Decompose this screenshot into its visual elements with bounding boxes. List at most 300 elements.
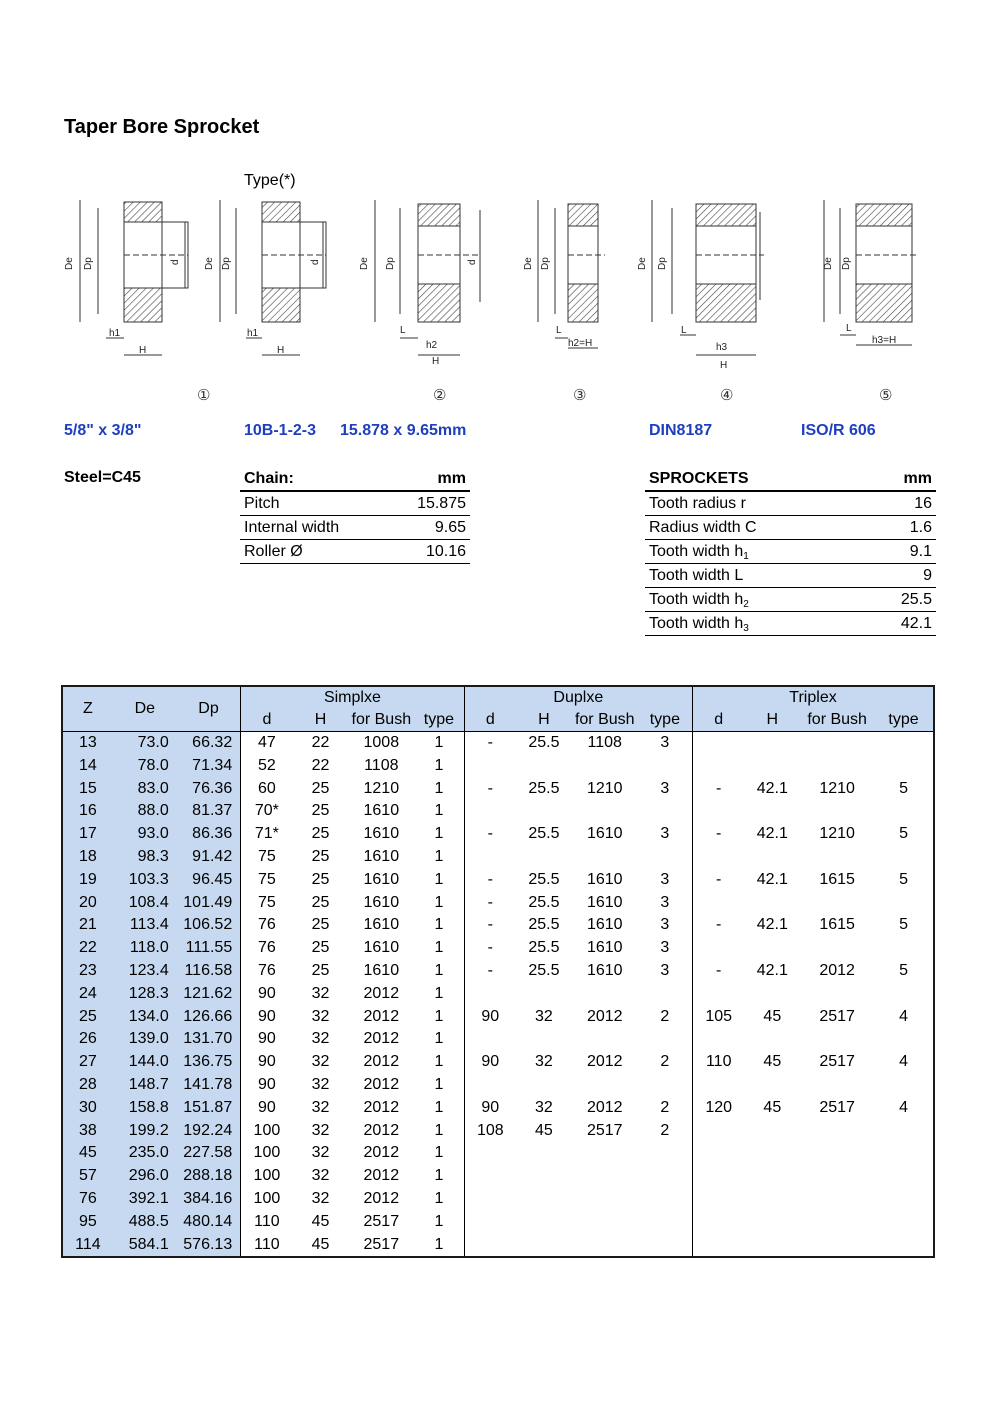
table-cell — [638, 1165, 693, 1188]
table-cell: 32 — [311, 1007, 330, 1025]
table-cell: 90 — [241, 1074, 293, 1097]
table-cell: 32 — [311, 1098, 330, 1116]
table-cell — [744, 1211, 800, 1234]
table-cell: 32 — [311, 1053, 330, 1071]
table-cell: 5 — [899, 779, 908, 797]
dim-h-3: H — [432, 356, 440, 367]
table-cell: 96.45 — [177, 869, 241, 892]
table-cell — [638, 1142, 693, 1165]
table-cell: 296.0 — [113, 1165, 177, 1188]
sprocket-dimension-table — [61, 685, 935, 1258]
col-dp-header: Dp — [177, 686, 241, 732]
table-row — [62, 1120, 934, 1143]
table-cell — [800, 755, 874, 778]
table-cell — [572, 1142, 638, 1165]
table-cell: 32 — [311, 1189, 330, 1207]
table-cell: 45 — [763, 1053, 782, 1071]
table-cell: 1610 — [363, 916, 400, 934]
table-cell: 1 — [434, 870, 444, 888]
table-cell: 2012 — [819, 961, 855, 979]
table-cell: 3 — [660, 939, 670, 957]
table-cell: 26 — [62, 1028, 113, 1051]
table-cell: 25 — [311, 802, 330, 820]
table-cell — [693, 846, 745, 869]
table-cell: 25.5 — [528, 779, 560, 797]
table-cell — [638, 846, 693, 869]
table-cell: 71* — [241, 823, 293, 846]
table-cell — [572, 1211, 638, 1234]
table-cell — [464, 846, 516, 869]
table-cell: 392.1 — [113, 1188, 177, 1211]
table-cell: 2012 — [363, 1030, 400, 1048]
col-de-header: De — [113, 686, 177, 732]
table-cell: 1610 — [363, 802, 400, 820]
table-cell: 1 — [434, 847, 444, 865]
group-simplex-header: Simplxe — [241, 686, 464, 709]
dim-h-1: H — [139, 345, 147, 356]
table-cell: 90 — [241, 1006, 293, 1029]
type-number-5: ⑤ — [879, 387, 893, 404]
table-cell — [800, 1211, 874, 1234]
table-cell: - — [693, 914, 745, 937]
group-duplex-header: Duplxe — [464, 686, 692, 709]
type-3-drawing — [538, 200, 605, 348]
table-cell — [800, 732, 874, 755]
dim-de-3: De — [359, 257, 370, 270]
table-cell: 4 — [899, 1053, 908, 1071]
group-triplex-header: Triplex — [693, 686, 934, 709]
table-cell: - — [693, 960, 745, 983]
table-cell: - — [693, 869, 745, 892]
table-cell — [693, 800, 745, 823]
chain-table-header: Chain: — [240, 467, 388, 491]
table-cell — [800, 1165, 874, 1188]
table-cell: 116.58 — [177, 960, 241, 983]
table-cell — [800, 800, 874, 823]
dim-h-5: H — [720, 360, 728, 371]
table-cell: 45 — [763, 1007, 782, 1025]
table-row — [62, 800, 934, 823]
table-cell — [874, 1120, 934, 1143]
table-cell: 42.1 — [756, 961, 788, 979]
table-cell: 1610 — [363, 893, 400, 911]
table-cell: 2012 — [363, 1121, 400, 1139]
table-row — [62, 846, 934, 869]
table-cell: 90 — [241, 1051, 293, 1074]
table-cell: 1610 — [586, 893, 623, 911]
table-cell: 25 — [311, 847, 330, 865]
table-cell: 111.55 — [177, 937, 241, 960]
dim-l-6: L — [846, 323, 852, 334]
sub-header: H — [744, 709, 800, 732]
table-cell — [874, 1142, 934, 1165]
table-cell: 1610 — [586, 825, 623, 843]
sprocket-spec-table — [645, 467, 936, 636]
table-cell: 19 — [62, 869, 113, 892]
table-cell: 2012 — [363, 984, 400, 1002]
table-cell — [744, 892, 800, 915]
table-cell — [464, 1142, 516, 1165]
table-cell: - — [693, 823, 745, 846]
table-cell — [744, 1142, 800, 1165]
table-cell: 38 — [62, 1120, 113, 1143]
sub-header: type — [414, 709, 464, 732]
table-cell: 83.0 — [113, 778, 177, 801]
table-cell: 2517 — [819, 1053, 855, 1071]
table-cell: 1 — [434, 756, 444, 774]
table-cell: 1108 — [587, 734, 622, 751]
table-cell — [693, 1120, 745, 1143]
table-cell — [516, 755, 572, 778]
table-cell: 4 — [899, 1098, 908, 1116]
table-cell: 25 — [311, 779, 330, 797]
table-cell: 1 — [434, 1121, 444, 1139]
table-cell: 32 — [311, 1121, 330, 1139]
table-cell: 1008 — [363, 734, 400, 751]
chain-size: 5/8" x 3/8" — [64, 422, 142, 439]
table-cell — [516, 1165, 572, 1188]
table-cell: - — [464, 869, 516, 892]
table-cell: 2012 — [363, 1007, 400, 1025]
table-cell: 100 — [241, 1120, 293, 1143]
table-cell: - — [464, 778, 516, 801]
table-cell — [638, 1074, 693, 1097]
table-cell — [693, 1142, 745, 1165]
table-cell: 5 — [899, 916, 908, 934]
standard-iso: ISO/R 606 — [801, 422, 876, 439]
dim-de-4: De — [523, 257, 534, 270]
table-cell: 76 — [62, 1188, 113, 1211]
table-cell: 32 — [535, 1098, 553, 1116]
table-cell — [572, 755, 638, 778]
table-cell — [744, 937, 800, 960]
table-cell — [572, 983, 638, 1006]
chain-table-unit: mm — [388, 467, 470, 491]
table-cell: 384.16 — [177, 1188, 241, 1211]
table-cell: 1615 — [819, 870, 855, 888]
table-cell: 30 — [62, 1097, 113, 1120]
table-cell: - — [464, 914, 516, 937]
table-cell — [800, 1234, 874, 1258]
table-cell — [464, 800, 516, 823]
table-cell: 2517 — [586, 1121, 623, 1139]
table-row — [62, 960, 934, 983]
table-cell — [874, 892, 934, 915]
table-cell — [516, 983, 572, 1006]
table-cell: 1 — [434, 1167, 444, 1185]
dim-h3-5: h3 — [716, 342, 728, 353]
table-cell: 1 — [434, 1007, 444, 1025]
sub-header: d — [464, 709, 516, 732]
sprocket-row: Tooth width $h_2$ 25.5 — [645, 588, 936, 612]
table-cell — [464, 1188, 516, 1211]
dim-h2h-4: h2=H — [568, 338, 593, 349]
table-cell: 22 — [62, 937, 113, 960]
sub-header: d — [241, 709, 293, 732]
table-cell — [464, 1234, 516, 1258]
dim-h3h-6: h3=H — [872, 335, 897, 346]
table-cell: 1 — [434, 1189, 444, 1207]
table-cell — [638, 1234, 693, 1258]
table-cell — [693, 983, 745, 1006]
type-2-drawing — [375, 200, 480, 355]
table-row — [62, 1211, 934, 1234]
table-cell: 584.1 — [113, 1234, 177, 1258]
sprocket-row: Tooth width $h_1$ 9.1 — [645, 540, 936, 564]
table-cell: 110 — [241, 1234, 293, 1258]
table-cell — [464, 1028, 516, 1051]
table-cell — [800, 1188, 874, 1211]
table-cell: 126.66 — [177, 1006, 241, 1029]
dim-de-5: De — [637, 257, 648, 270]
table-cell: 25 — [311, 916, 330, 934]
table-cell: 3 — [660, 825, 670, 843]
table-cell: 488.5 — [113, 1211, 177, 1234]
chain-code: 10B-1-2-3 — [244, 422, 317, 439]
table-cell — [744, 1074, 800, 1097]
table-cell — [693, 1028, 745, 1051]
table-cell: 134.0 — [113, 1006, 177, 1029]
type-number-3: ③ — [573, 387, 587, 404]
table-cell: 57 — [62, 1165, 113, 1188]
table-cell: 42.1 — [756, 779, 788, 797]
table-cell: 2517 — [819, 1098, 855, 1116]
table-cell — [800, 1028, 874, 1051]
table-cell — [744, 846, 800, 869]
dim-h2-3: h2 — [426, 340, 438, 351]
table-cell: 45 — [311, 1212, 330, 1230]
table-cell: 2 — [660, 1053, 670, 1071]
table-row — [62, 755, 934, 778]
table-cell: 136.75 — [177, 1051, 241, 1074]
table-cell: 25 — [311, 939, 330, 957]
table-cell — [744, 1234, 800, 1258]
table-cell — [744, 732, 800, 755]
table-cell: 71.34 — [177, 755, 241, 778]
sprocket-row: Tooth width L 9 — [645, 564, 936, 588]
dim-d-1: d — [170, 259, 181, 265]
chain-row: Pitch 15.875 — [240, 491, 470, 516]
table-cell — [800, 983, 874, 1006]
table-cell: 18 — [62, 846, 113, 869]
table-cell: 1108 — [364, 756, 399, 774]
dim-dp-3: Dp — [385, 257, 396, 270]
table-cell: 45 — [535, 1121, 553, 1139]
type-number-1: ① — [197, 387, 211, 404]
table-cell: 24 — [62, 983, 113, 1006]
table-row — [62, 1074, 934, 1097]
table-row — [62, 914, 934, 937]
table-cell: - — [464, 732, 516, 755]
col-z-header: Z — [62, 686, 113, 732]
table-cell — [874, 1188, 934, 1211]
table-cell: 25.5 — [528, 870, 560, 888]
table-cell: 148.7 — [113, 1074, 177, 1097]
table-cell: 78.0 — [113, 755, 177, 778]
table-cell — [638, 1211, 693, 1234]
table-cell — [464, 983, 516, 1006]
table-cell: 1610 — [586, 870, 623, 888]
table-cell: 3 — [660, 734, 670, 751]
table-cell: 42.1 — [756, 870, 788, 888]
chain-spec-table — [240, 467, 470, 564]
table-cell: 90 — [464, 1006, 516, 1029]
dim-dp-5: Dp — [657, 257, 668, 270]
dim-l-5: L — [681, 325, 687, 336]
table-row — [62, 1028, 934, 1051]
table-cell: 3 — [660, 893, 670, 911]
table-cell: 1610 — [363, 870, 400, 888]
table-cell: 113.4 — [113, 914, 177, 937]
table-cell — [693, 732, 745, 755]
dim-dp-4: Dp — [540, 257, 551, 270]
table-cell: 75 — [241, 892, 293, 915]
dim-dp-1: Dp — [83, 257, 94, 270]
table-cell: 16 — [62, 800, 113, 823]
table-cell: 1 — [434, 961, 444, 979]
table-cell — [572, 1234, 638, 1258]
table-cell: 101.49 — [177, 892, 241, 915]
dim-d-2: d — [310, 259, 321, 265]
table-cell — [516, 846, 572, 869]
table-cell — [874, 1028, 934, 1051]
sprocket-row: Radius width C 1.6 — [645, 516, 936, 540]
table-cell: 1 — [434, 916, 444, 934]
sub-header: H — [293, 709, 349, 732]
table-cell: 25 — [311, 893, 330, 911]
table-cell: 1 — [434, 734, 444, 751]
table-cell: 76 — [241, 937, 293, 960]
table-cell: 1210 — [819, 779, 855, 797]
table-cell — [572, 1074, 638, 1097]
sub-header: for Bush — [348, 709, 414, 732]
table-cell — [464, 1074, 516, 1097]
table-cell: 1 — [434, 1144, 444, 1162]
table-cell — [638, 983, 693, 1006]
table-cell: 103.3 — [113, 869, 177, 892]
table-cell: 100 — [241, 1142, 293, 1165]
table-cell: 1210 — [363, 779, 400, 797]
table-cell — [638, 1188, 693, 1211]
table-cell: 121.62 — [177, 983, 241, 1006]
table-cell: 75 — [241, 846, 293, 869]
table-cell: 100 — [241, 1188, 293, 1211]
table-cell — [874, 1211, 934, 1234]
sub-header: type — [874, 709, 934, 732]
table-cell — [638, 800, 693, 823]
table-cell: 2 — [660, 1121, 670, 1139]
table-cell: - — [464, 823, 516, 846]
sub-header: H — [516, 709, 572, 732]
table-cell: 47 — [241, 732, 293, 755]
table-cell: 93.0 — [113, 823, 177, 846]
table-cell: 110 — [241, 1211, 293, 1234]
sprocket-table-unit: mm — [862, 467, 936, 491]
table-cell — [744, 755, 800, 778]
table-cell: 25 — [311, 825, 330, 843]
table-cell: 25.5 — [528, 825, 560, 843]
table-cell: 1 — [434, 939, 444, 957]
table-cell: 1 — [434, 1235, 444, 1253]
table-cell — [744, 1188, 800, 1211]
table-cell — [800, 846, 874, 869]
chain-row: Internal width 9.65 — [240, 516, 470, 540]
table-cell: 4 — [899, 1007, 908, 1025]
table-cell: 66.32 — [177, 732, 241, 755]
table-cell — [516, 1234, 572, 1258]
table-cell: 75 — [241, 869, 293, 892]
table-cell: 1 — [434, 984, 444, 1002]
table-cell: 25.5 — [528, 961, 560, 979]
sub-header: d — [693, 709, 745, 732]
table-row — [62, 1188, 934, 1211]
table-cell: 90 — [241, 1097, 293, 1120]
dim-dp-2: Dp — [221, 257, 232, 270]
table-cell — [800, 1074, 874, 1097]
table-cell — [874, 755, 934, 778]
sprocket-row: Tooth width $h_3$ 42.1 — [645, 612, 936, 636]
dim-dp-6: Dp — [841, 257, 852, 270]
table-cell: 5 — [899, 825, 908, 843]
table-cell — [874, 732, 934, 755]
table-cell: 1615 — [819, 916, 855, 934]
table-cell: 1 — [434, 1053, 444, 1071]
table-cell: - — [693, 778, 745, 801]
table-cell: 42.1 — [756, 916, 788, 934]
table-cell: 27 — [62, 1051, 113, 1074]
type-label: Type(*) — [244, 172, 296, 189]
table-cell: 32 — [535, 1053, 553, 1071]
table-cell: 15 — [62, 778, 113, 801]
table-row — [62, 892, 934, 915]
table-cell — [800, 892, 874, 915]
table-cell — [638, 1028, 693, 1051]
table-cell: 1 — [434, 825, 444, 843]
table-cell: 90 — [241, 1028, 293, 1051]
table-row — [62, 1142, 934, 1165]
table-cell: 1610 — [586, 939, 623, 957]
table-cell: 86.36 — [177, 823, 241, 846]
table-cell — [874, 1165, 934, 1188]
dim-de-1: De — [64, 257, 75, 270]
table-cell: 3 — [660, 779, 670, 797]
table-cell: - — [464, 960, 516, 983]
table-cell: 81.37 — [177, 800, 241, 823]
dim-h1-2: h1 — [247, 328, 259, 339]
table-cell: 25 — [311, 961, 330, 979]
table-cell: 123.4 — [113, 960, 177, 983]
table-cell: 22 — [311, 734, 330, 751]
table-cell: 25 — [311, 870, 330, 888]
table-cell: 76 — [241, 914, 293, 937]
table-cell — [516, 1211, 572, 1234]
table-cell: 45 — [763, 1098, 782, 1116]
table-cell — [693, 1188, 745, 1211]
table-cell — [744, 1165, 800, 1188]
dim-de-2: De — [204, 257, 215, 270]
table-cell: 45 — [62, 1142, 113, 1165]
table-cell: 60 — [241, 778, 293, 801]
table-cell — [516, 1188, 572, 1211]
table-cell: 480.14 — [177, 1211, 241, 1234]
table-cell: 131.70 — [177, 1028, 241, 1051]
table-cell — [744, 983, 800, 1006]
table-cell — [693, 1211, 745, 1234]
table-cell: - — [464, 892, 516, 915]
sprocket-row: Tooth radius r 16 — [645, 491, 936, 516]
table-cell: 1 — [434, 1030, 444, 1048]
table-cell — [744, 1028, 800, 1051]
